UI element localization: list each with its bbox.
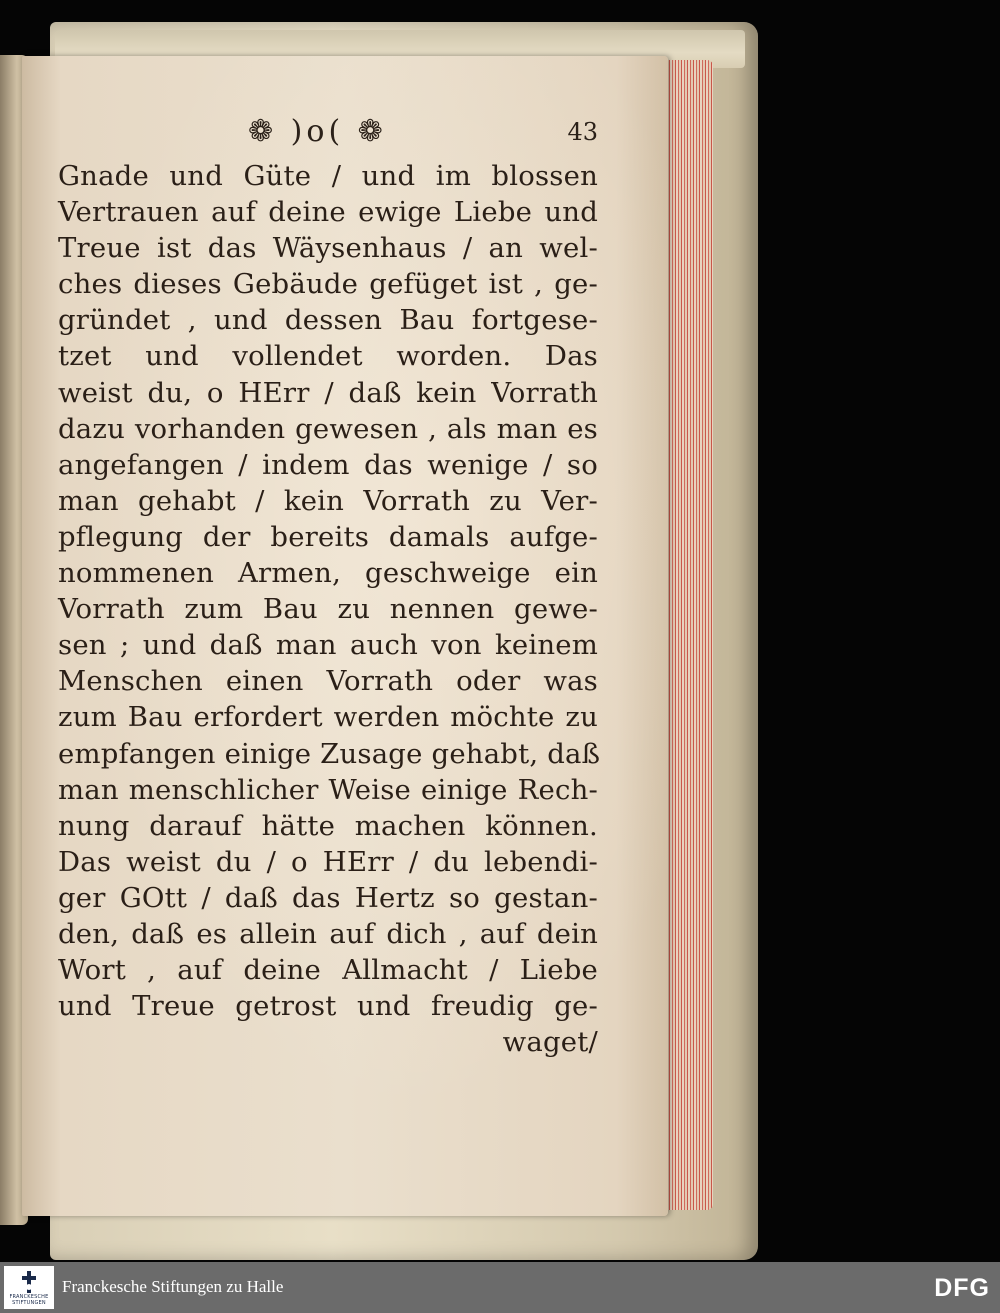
text-line: weist du, o HErr / daß kein Vorrath: [58, 376, 598, 409]
page-number: 43: [567, 118, 598, 146]
text-line: gründet , und dessen Bau fortgese-: [58, 304, 598, 337]
text-line: Vertrauen auf deine ewige Liebe und: [58, 196, 598, 229]
text-line: pflegung der bereits damals aufge-: [58, 520, 598, 553]
text-block: [58, 158, 601, 1060]
header-ornament: ❁ )o( ❁: [248, 114, 387, 149]
text-line: Gnade und Güte / und im blossen: [58, 160, 598, 192]
text-line: Treue ist das Wäysenhaus / an wel-: [58, 232, 598, 265]
text-line: den, daß es allein auf dich , auf dein: [58, 917, 598, 950]
footer-title[interactable]: Franckesche Stiftungen zu Halle: [62, 1277, 284, 1296]
text-line: Menschen einen Vorrath oder was: [58, 665, 598, 698]
text-line: und Treue getrost und freudig ge-: [58, 990, 598, 1023]
footer-bar: [0, 1262, 1000, 1313]
text-line: sen ; und daß man auch von keinem: [58, 629, 598, 662]
page-header: [58, 112, 598, 156]
text-line: man menschlicher Weise einige Rech-: [58, 773, 598, 806]
catchword: waget/: [502, 1026, 598, 1059]
text-line: dazu vorhanden gewesen , als man es: [58, 412, 598, 445]
text-line: ger GOtt / daß das Hertz so gestan-: [58, 881, 598, 914]
text-line: zum Bau erfordert werden möchte zu: [58, 701, 598, 734]
text-line: angefangen / indem das wenige / so: [58, 448, 598, 481]
francke-logo-text: FRANCKESCHE STIFTUNGEN: [9, 1294, 49, 1306]
text-line: Wort , auf deine Allmacht / Liebe: [58, 954, 598, 987]
text-line: man gehabt / kein Vorrath zu Ver-: [58, 484, 598, 517]
text-line: Vorrath zum Bau zu nennen gewe-: [58, 593, 598, 626]
francke-logo-icon: [22, 1271, 36, 1293]
text-line: tzet und vollendet worden. Das: [58, 340, 598, 373]
text-line: ches dieses Gebäude gefüget ist , ge-: [58, 268, 598, 301]
page-content: [58, 112, 601, 1060]
text-line: Das weist du / o HErr / du lebendi-: [58, 845, 598, 878]
francke-logo[interactable]: [4, 1266, 54, 1309]
text-line: nommenen Armen, geschweige ein: [58, 557, 598, 590]
text-line: empfangen einige Zusage gehabt, daß: [58, 737, 601, 770]
dfg-logo[interactable]: DFG: [934, 1274, 990, 1302]
book-page: [22, 56, 668, 1216]
text-line: nung darauf hätte machen können.: [58, 809, 598, 842]
